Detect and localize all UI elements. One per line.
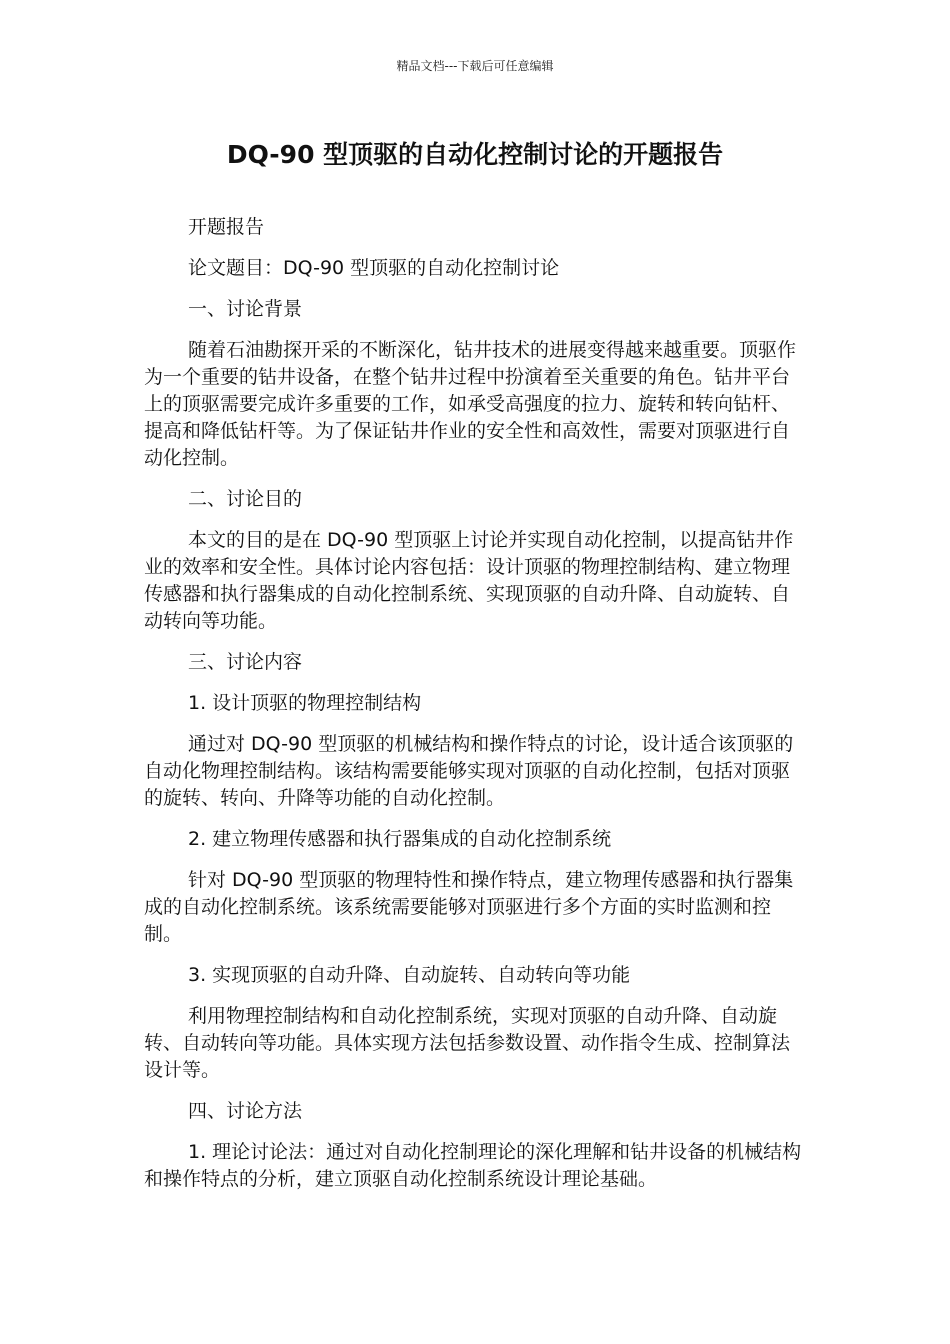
section-heading-purpose: 二、讨论目的: [188, 488, 303, 510]
paragraph-theory-method: 1. 理论讨论法：通过对自动化控制理论的深化理解和钻井设备的机械结构和操作特点的分析，建立顶驱自动化控制系统设计理论基础。: [144, 1141, 802, 1190]
paragraph-background: 随着石油勘探开采的不断深化，钻井技术的进展变得越来越重要。顶驱作为一个重要的钻井设备，在整个钻井过程中扮演着至关重要的角色。钻井平台上的顶驱需要完成许多重要的工作，如承受高强度的拉力、旋转和转向钻杆、提高和降低钻杆等。为了保证钻井作业的安全性和高效性，需要对顶驱进行自动化控制。: [144, 339, 797, 469]
subheading-auto-functions: 3. 实现顶驱的自动升降、自动旋转、自动转向等功能: [188, 964, 631, 986]
section-heading-background: 一、讨论背景: [188, 298, 303, 320]
subheading-control-structure: 1. 设计顶驱的物理控制结构: [188, 692, 422, 714]
paragraph-purpose: 本文的目的是在 DQ-90 型顶驱上讨论并实现自动化控制，以提高钻井作业的效率和安全性。具体讨论内容包括：设计顶驱的物理控制结构、建立物理传感器和执行器集成的自动化控制系统、实现顶驱的自动升降、自动旋转、自动转向等功能。: [144, 529, 794, 632]
document-body: [144, 214, 806, 1207]
paragraph-auto-functions: 利用物理控制结构和自动化控制系统，实现对顶驱的自动升降、自动旋转、自动转向等功能。具体实现方法包括参数设置、动作指令生成、控制算法设计等。: [144, 1005, 791, 1081]
paragraph-control-structure: 通过对 DQ-90 型顶驱的机械结构和操作特点的讨论，设计适合该顶驱的自动化物理控制结构。该结构需要能够实现对顶驱的自动化控制，包括对顶驱的旋转、转向、升降等功能的自动化控制。: [144, 733, 794, 809]
page-header-note: 精品文档---下载后可任意编辑: [396, 59, 554, 73]
section-heading-methods: 四、讨论方法: [188, 1100, 303, 1122]
section-heading-content: 三、讨论内容: [188, 651, 303, 673]
document-title: DQ-90 型顶驱的自动化控制讨论的开题报告: [226, 140, 724, 169]
subheading-control-system: 2. 建立物理传感器和执行器集成的自动化控制系统: [188, 828, 612, 850]
paragraph-thesis-title: 论文题目：DQ-90 型顶驱的自动化控制讨论: [188, 257, 560, 279]
paragraph-control-system: 针对 DQ-90 型顶驱的物理特性和操作特点，建立物理传感器和执行器集成的自动化控制系统。该系统需要能够对顶驱进行多个方面的实时监测和控制。: [144, 869, 794, 945]
paragraph-report-label: 开题报告: [188, 216, 265, 238]
